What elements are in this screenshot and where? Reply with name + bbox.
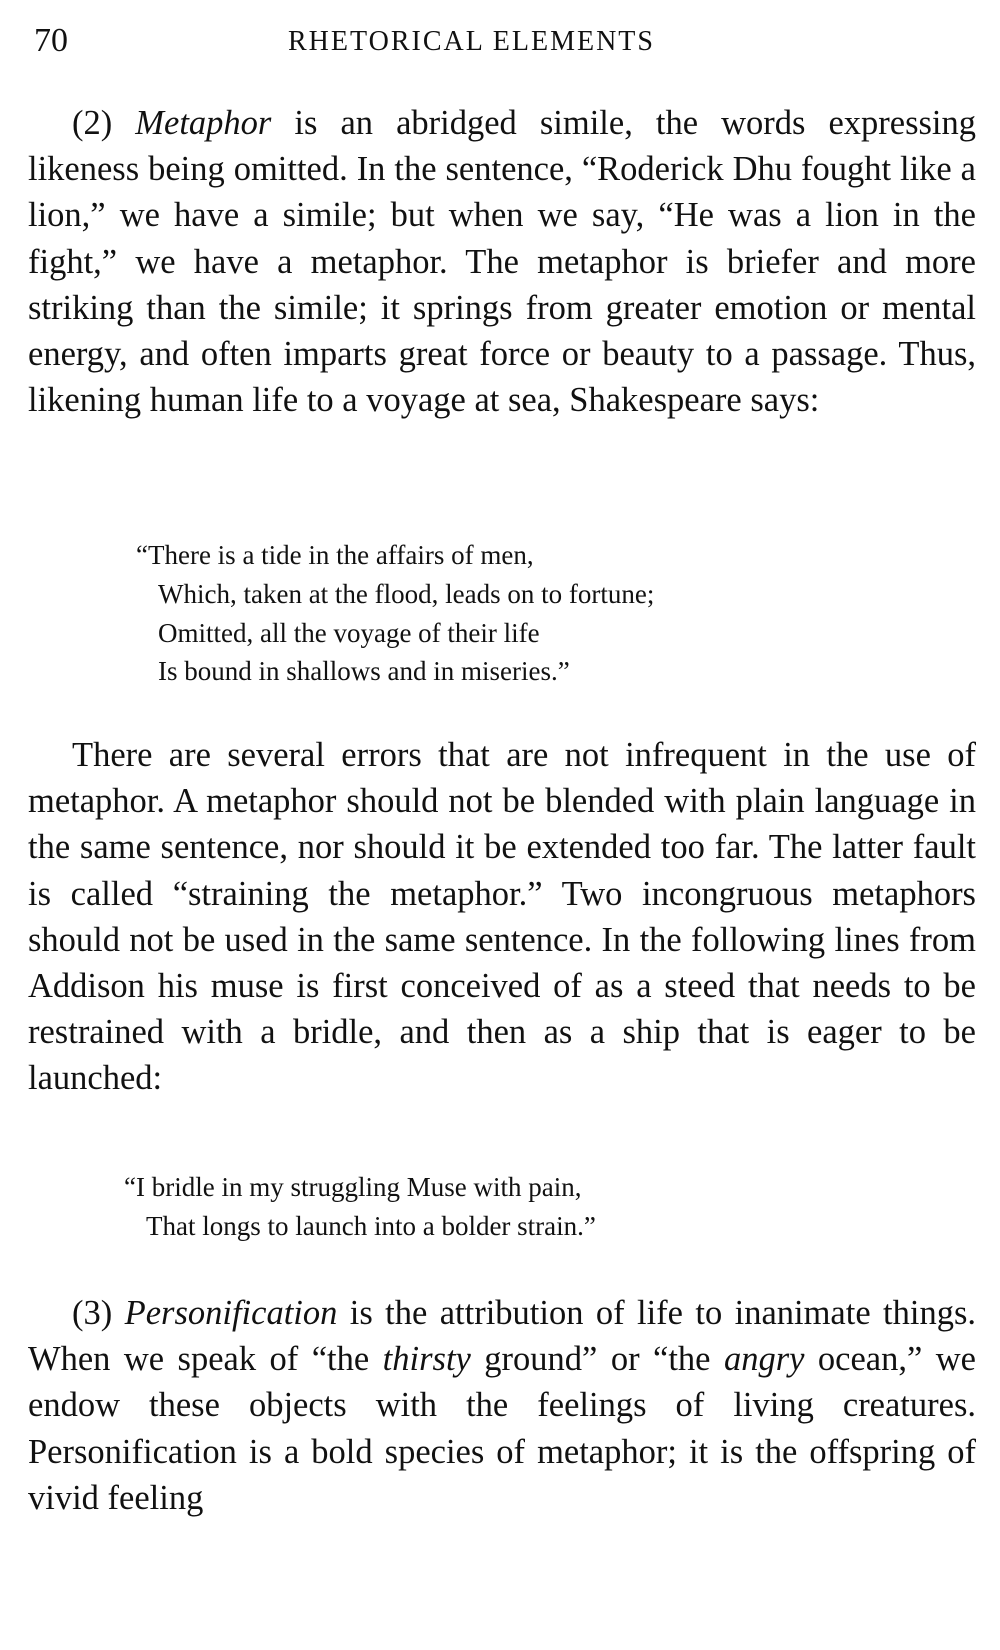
page-number: 70 (34, 22, 68, 59)
term-personification: Personification (124, 1294, 338, 1332)
section-number: (3) (72, 1294, 113, 1332)
paragraph-text: ocean,” we endow these objects with the feelings of living creatures. Personification is a bold species of metaphor; it is the offspring of vivid feeling (28, 1340, 976, 1517)
paragraph-metaphor (28, 100, 976, 423)
emphasis-angry: angry (723, 1340, 805, 1379)
paragraph-metaphor-errors: There are several errors that are not infrequent in the use of metaphor. A metaphor should not be blended with plain language in the same sentence, nor should it be extended too far. The latter fault is called “straining the metaphor.” Two incongruous metaphors should not be used in the same sentence. In the following lines from Addison his muse is first conceived of as a steed that needs to be restrained with a bridle, and then as a ship that is eager to be launched: (28, 736, 976, 1098)
addison-quote (124, 1168, 944, 1246)
quote-line: “I bridle in my struggling Muse with pain, (124, 1172, 582, 1202)
page-header (28, 18, 968, 68)
quote-line: Which, taken at the flood, leads on to fortune; (158, 578, 655, 609)
paragraph-text: ground” or “the (470, 1340, 724, 1379)
quote-line: Is bound in shallows and in miseries.” (158, 656, 570, 687)
term-metaphor: Metaphor (135, 104, 272, 142)
paragraph-personification (28, 1290, 976, 1521)
shakespeare-quote (136, 536, 956, 691)
paragraph-text: is the attribution of life to inanimate things. When we speak of “the (28, 1294, 977, 1379)
running-head: RHETORICAL ELEMENTS (288, 26, 655, 57)
emphasis-thirsty: thirsty (382, 1340, 471, 1379)
section-number: (2) (72, 104, 113, 142)
quote-line: “There is a tide in the affairs of men, (136, 540, 534, 570)
paragraph-text: is an abridged simile, the words expressing likeness being omitted. In the sentence, “Roderick Dhu fought like a lion,” we have a simile; but when we say, “He was a lion in the fight,” we have a metaphor. The metaphor is briefer and more striking than the simile; it springs from greater emotion or mental energy, and often imparts great force or beauty to a passage. Thus, likening human life to a voyage at sea, Shakespeare says: (28, 104, 977, 420)
quote-line: Omitted, all the voyage of their life (158, 617, 540, 648)
quote-line: That longs to launch into a bolder strain.” (146, 1210, 596, 1241)
